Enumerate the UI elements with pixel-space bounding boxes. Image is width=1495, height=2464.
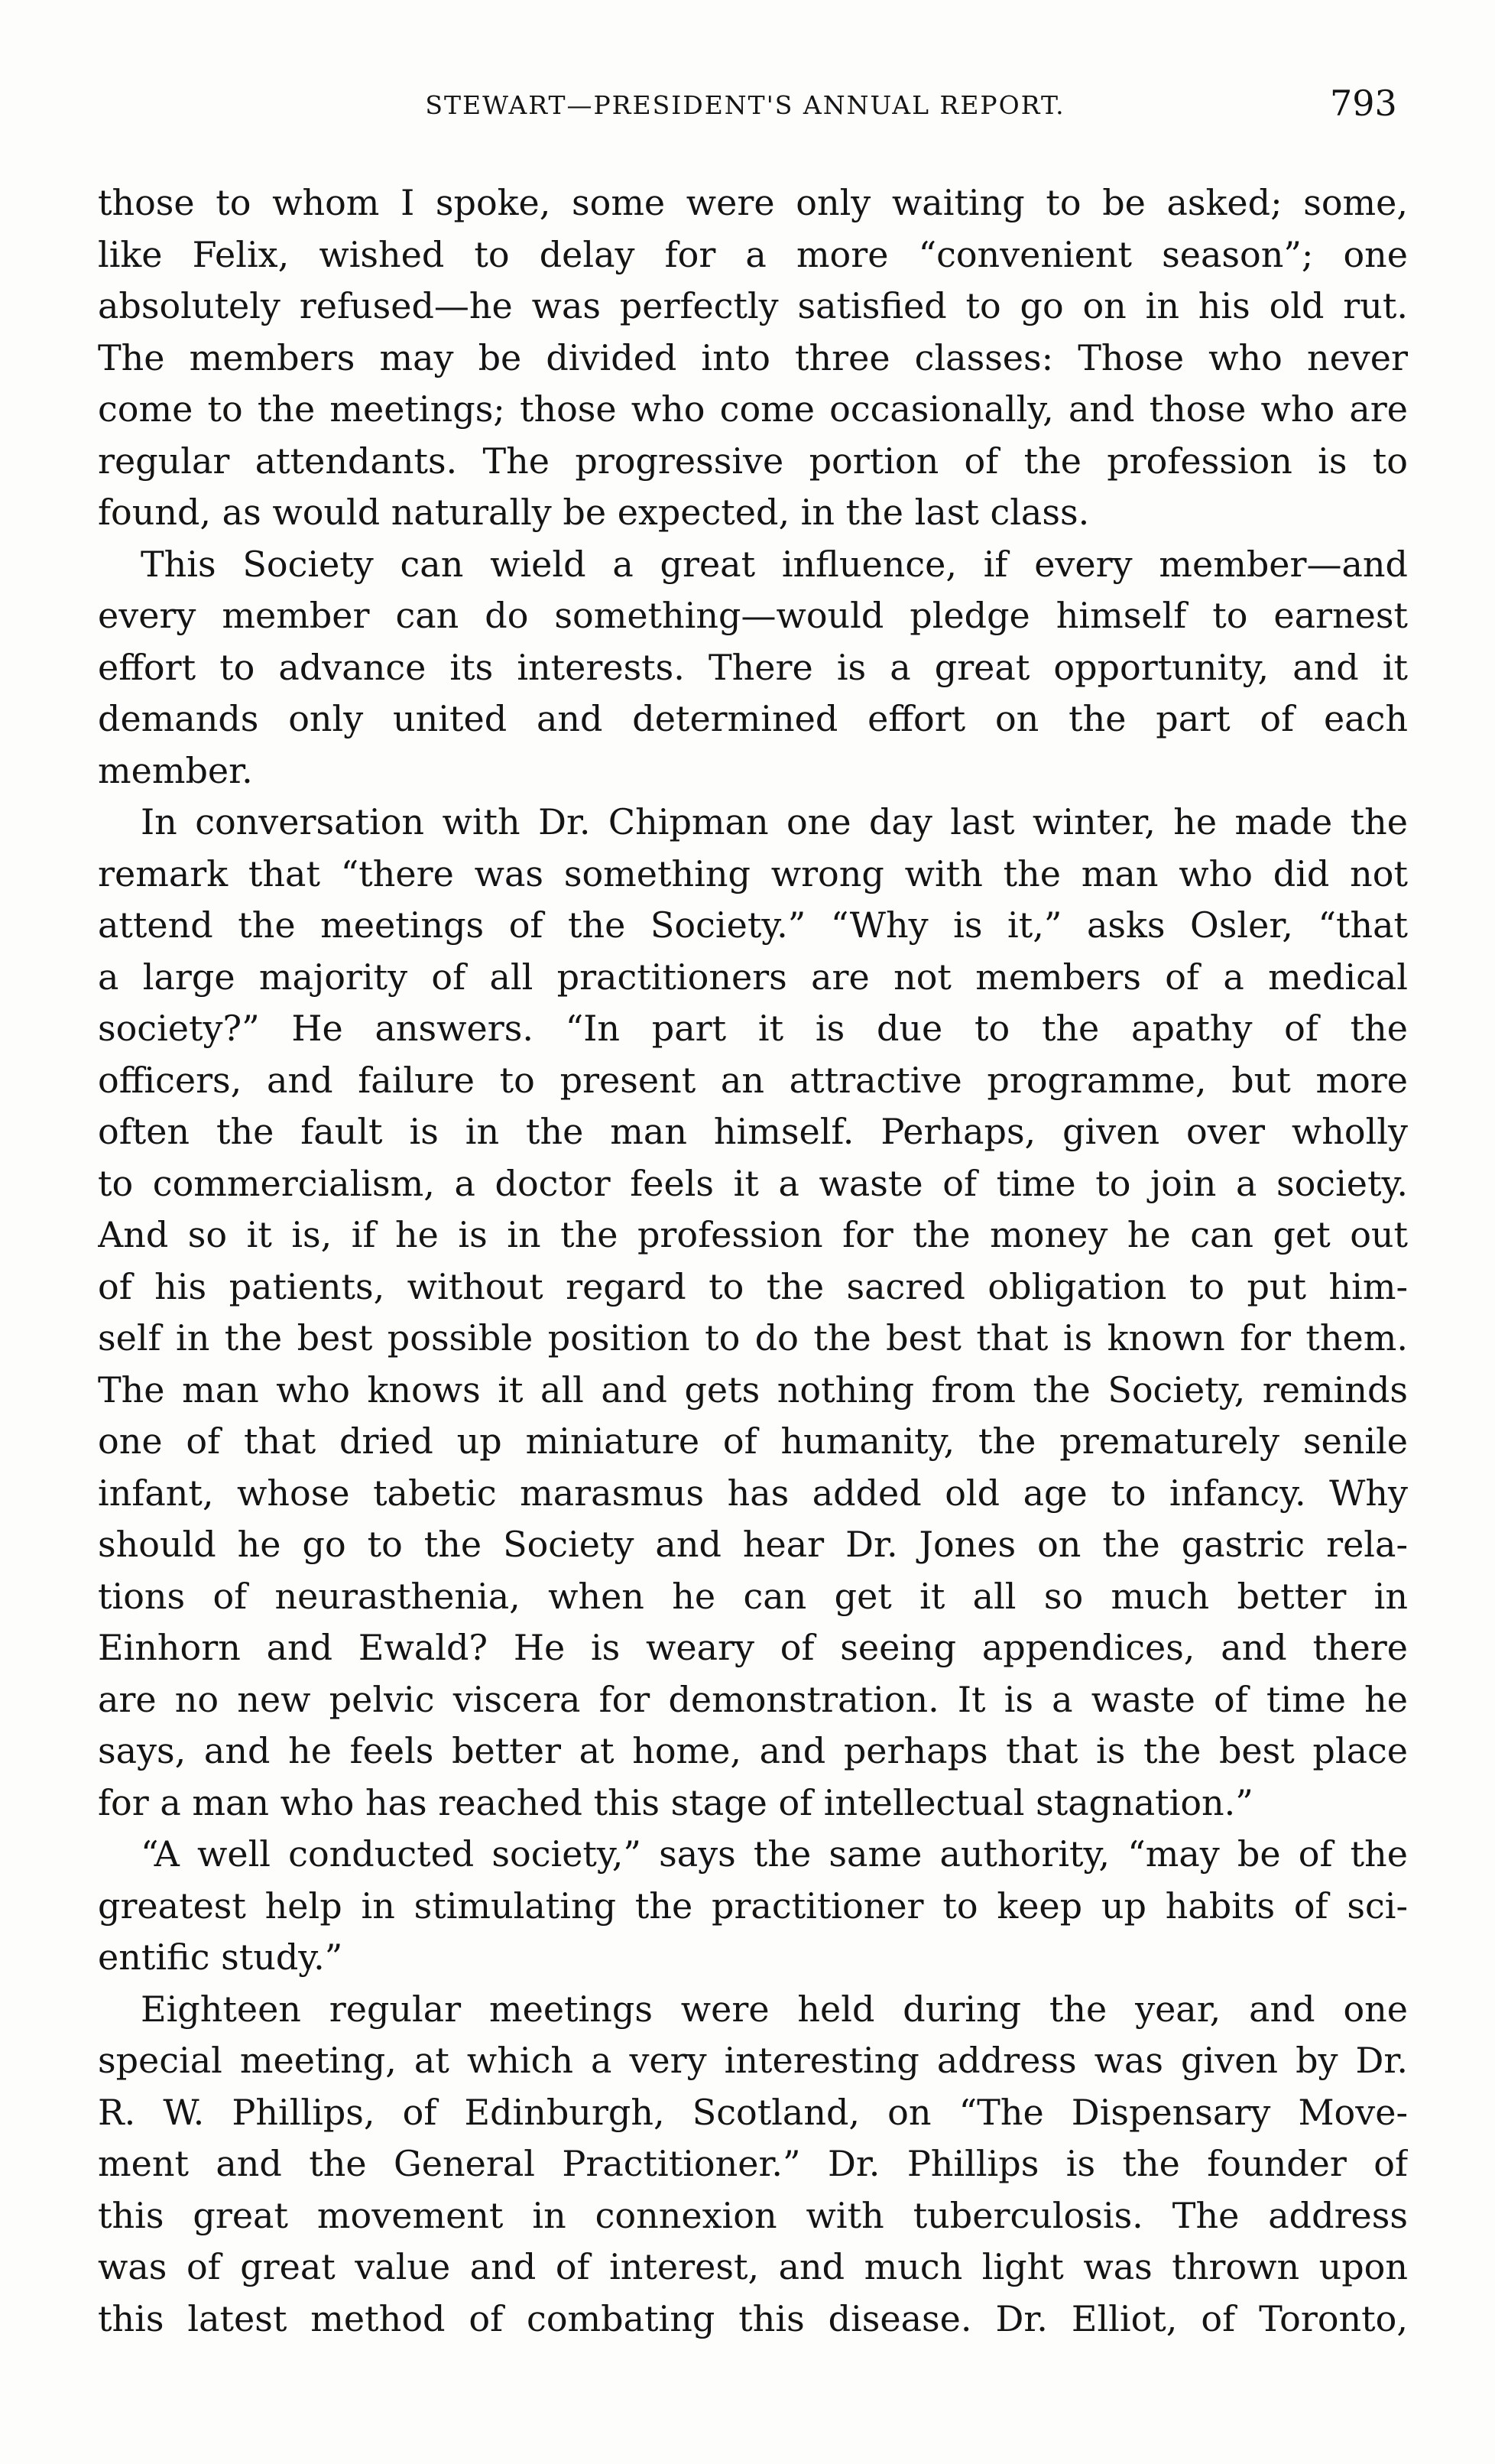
text-line: one of that dried up miniature of humanity, the prematurely senile <box>98 1420 1408 1462</box>
paragraph-osler-quote <box>98 797 1408 1829</box>
text-line: this great movement in connexion with tuberculosis. The address <box>98 2194 1408 2236</box>
text-line: every member can do something—would pledge himself to earnest <box>98 595 1408 636</box>
text-line: attend the meetings of the Society.” “Why is it,” asks Osler, “that <box>98 904 1408 946</box>
text-line: society?” He answers. “In part it is due to the apathy of the <box>98 1008 1408 1049</box>
paragraph-well-conducted-society <box>98 1829 1408 1984</box>
text-line: officers, and failure to present an attractive programme, but more <box>98 1059 1408 1101</box>
text-line: Einhorn and Ewald? He is weary of seeing appendices, and there <box>98 1627 1408 1668</box>
text-line: this latest method of combating this disease. Dr. Elliot, of Toronto, <box>98 2297 1408 2339</box>
text-line: remark that “there was something wrong with the man who did not <box>98 852 1408 894</box>
body-text <box>98 177 1408 2345</box>
page-number: 793 <box>1330 83 1397 124</box>
text-line: often the fault is in the man himself. Perhaps, given over wholly <box>98 1111 1408 1152</box>
text-line: tions of neurasthenia, when he can get it all so much better in <box>98 1575 1408 1617</box>
paragraph-meetings <box>98 1984 1408 2346</box>
text-line: for a man who has reached this stage of intellectual stagnation.” <box>98 1781 1253 1823</box>
text-line: says, and he feels better at home, and perhaps that is the best place <box>98 1730 1408 1771</box>
text-line: are no new pelvic viscera for demonstration. It is a waste of time he <box>98 1678 1408 1720</box>
text-line: The man who knows it all and gets nothing from the Society, reminds <box>98 1368 1408 1411</box>
text-line: ment and the General Practitioner.” Dr. Phillips is the founder of <box>98 2143 1408 2184</box>
text-line: like Felix, wished to delay for a more “convenient season”; one <box>98 233 1408 275</box>
text-line: demands only united and determined effort on the part of each <box>98 698 1408 739</box>
text-line: those to whom I spoke, some were only waiting to be asked; some, <box>98 182 1408 223</box>
text-line: R. W. Phillips, of Edinburgh, Scotland, on “The Dispensary Move- <box>98 2091 1408 2133</box>
text-line: greatest help in stimulating the practitioner to keep up habits of sci- <box>98 1885 1408 1927</box>
text-line: regular attendants. The progressive portion of the profession is to <box>98 440 1408 482</box>
text-line: absolutely refused—he was perfectly satisfied to go on in his old rut. <box>98 285 1408 326</box>
text-line: entific study.” <box>98 1936 343 1978</box>
text-line: effort to advance its interests. There is a great opportunity, and it <box>98 646 1408 688</box>
text-line: a large majority of all practitioners are not members of a medical <box>98 956 1408 998</box>
text-line: of his patients, without regard to the sacred obligation to put him- <box>98 1265 1408 1307</box>
text-line: infant, whose tabetic marasmus has added old age to infancy. Why <box>98 1472 1408 1514</box>
text-line: self in the best possible position to do the best that is known for them. <box>98 1317 1408 1359</box>
paragraph-society-influence <box>98 539 1408 797</box>
text-line: special meeting, at which a very interesting address was given by Dr. <box>98 2040 1408 2081</box>
running-head: STEWART—PRESIDENT'S ANNUAL REPORT. <box>425 90 1065 120</box>
text-line: “A well conducted society,” says the same authority, “may be of the <box>141 1833 1408 1875</box>
text-line: to commercialism, a doctor feels it a waste of time to join a society. <box>98 1162 1408 1204</box>
text-line: Eighteen regular meetings were held during the year, and one <box>141 1988 1408 2030</box>
text-line: In conversation with Dr. Chipman one day last winter, he made the <box>141 801 1408 842</box>
paragraph-membership-classes <box>98 177 1408 539</box>
text-line: And so it is, if he is in the profession for the money he can get out <box>98 1214 1408 1255</box>
text-line: The members may be divided into three classes: Those who never <box>98 336 1408 378</box>
text-line: This Society can wield a great influence, if every member—and <box>141 543 1408 585</box>
text-line: found, as would naturally be expected, in the last class. <box>98 492 1090 533</box>
text-line: member. <box>98 749 253 791</box>
text-line: come to the meetings; those who come occasionally, and those who are <box>98 388 1408 430</box>
text-line: should he go to the Society and hear Dr. Jones on the gastric rela- <box>98 1524 1408 1565</box>
text-line: was of great value and of interest, and much light was thrown upon <box>98 2246 1408 2287</box>
